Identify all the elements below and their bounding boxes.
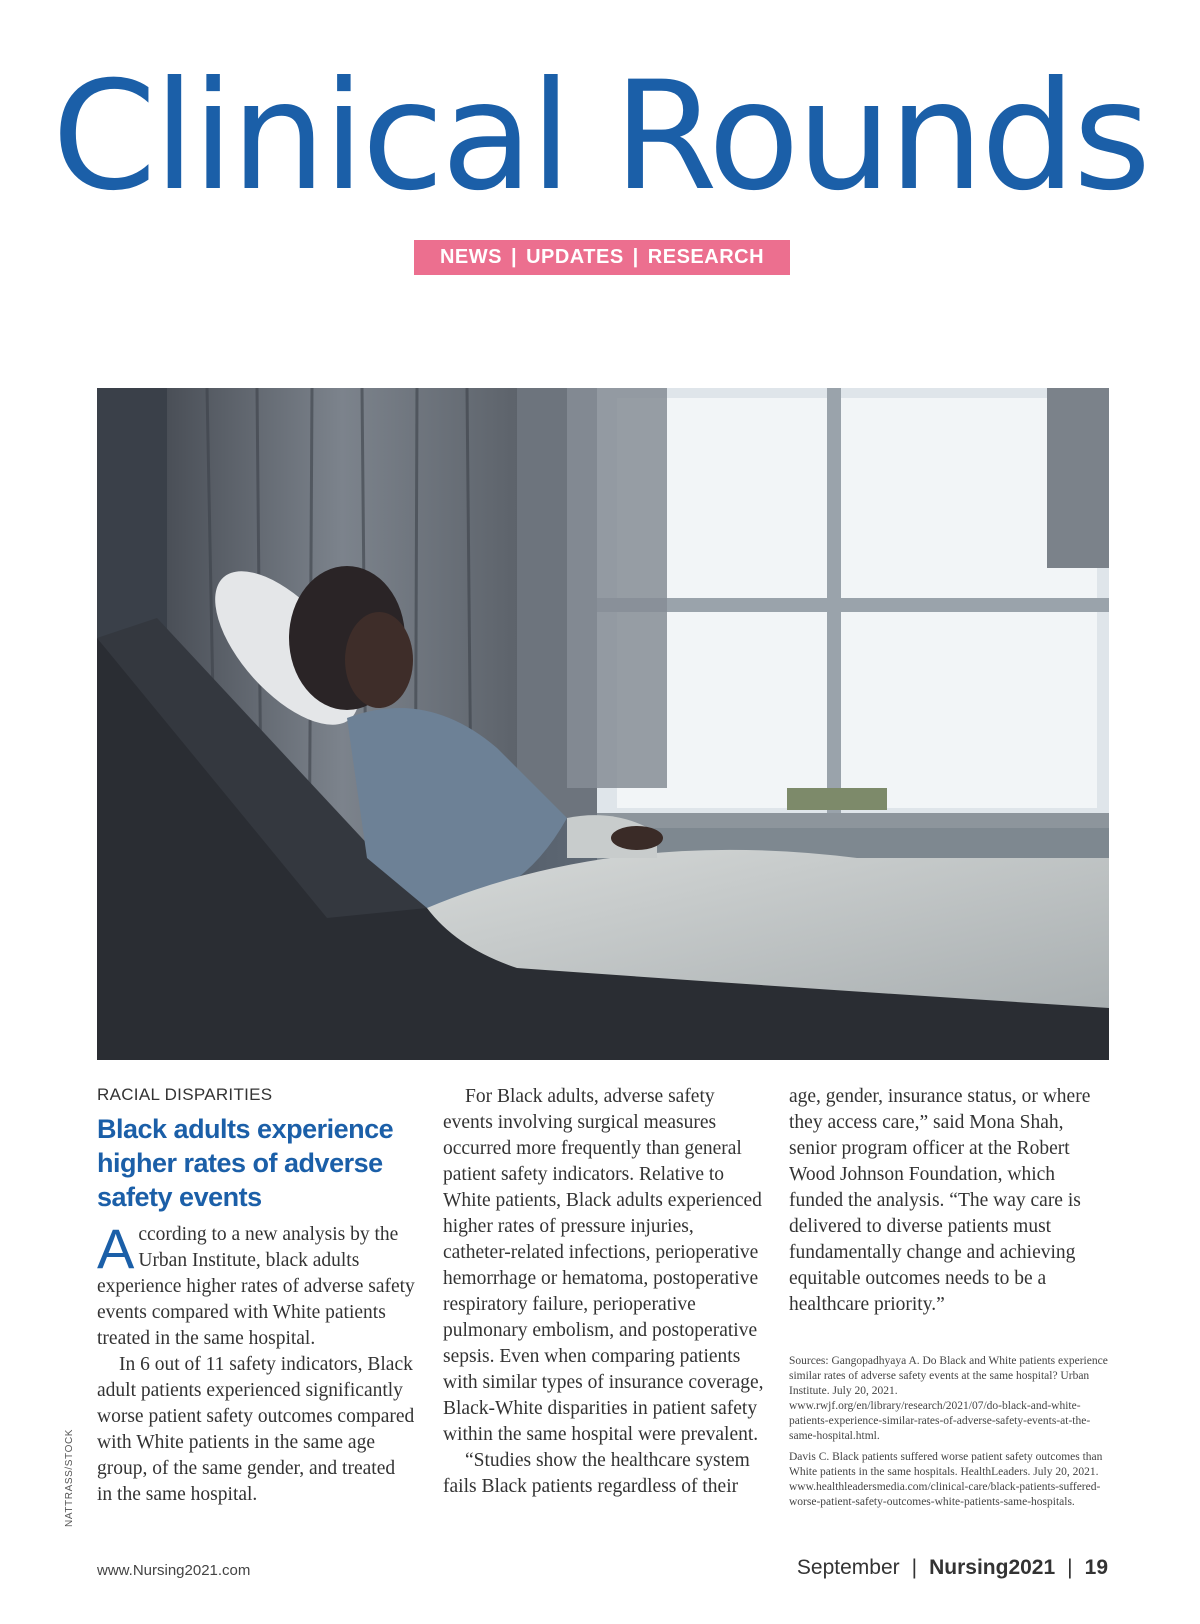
article-paragraph	[97, 1217, 415, 1352]
photo-credit: NATTRASS/STOCK	[64, 1428, 75, 1527]
footer-folio	[797, 1556, 1108, 1580]
article-column-2	[443, 1084, 765, 1500]
article-column-3	[789, 1084, 1111, 1516]
tag-separator: |	[510, 246, 518, 268]
footer-website: www.Nursing2021.com	[97, 1562, 251, 1579]
article-paragraph: age, gender, insurance status, or where they access care,” said Mona Shah, senior program officer at the Robert Wood Johnson Foundation, which funded the analysis. “The way care is delivered to diverse patients must fundamentally change and achieving equitable outcomes needs to be a healthcare priority.”	[789, 1086, 1091, 1315]
footer-separator: |	[1067, 1556, 1073, 1579]
tag-separator: |	[632, 246, 639, 268]
paragraph-text: ccording to a new analysis by the Urban Institute, black adults experience higher rates of adverse safety events compared with White patients treated in the same hospital.	[97, 1224, 415, 1349]
drop-cap: A	[97, 1217, 135, 1280]
section-tag-bar	[414, 240, 790, 275]
sources-block	[789, 1354, 1111, 1510]
article-paragraph: For Black adults, adverse safety events involving surgical measures occurred more frequently than general patient safety indicators. Relative to White patients, Black adults experienced higher rates of pressure injuries, catheter-related infections, perioperative hemorrhage or hematoma, postoperative respiratory failure, perioperative pulmonary embolism, and postoperative sepsis. Even when comparing patients with similar types of insurance coverage, Black-White disparities in patient safety within the same hospital were prevalent.	[443, 1086, 764, 1445]
article-kicker: RACIAL DISPARITIES	[97, 1085, 273, 1104]
article-paragraph: “Studies show the healthcare system fails Black patients regardless of their	[443, 1450, 750, 1497]
masthead-title: Clinical Rounds	[51, 50, 1149, 224]
article-column-1	[97, 1084, 415, 1508]
page-number: 19	[1084, 1556, 1108, 1579]
footer-magazine: Nursing2021	[929, 1556, 1056, 1579]
hospital-patient-photo	[97, 388, 1109, 1060]
article-headline: Black adults experience higher rates of adverse safety events	[97, 1114, 394, 1212]
tag-news: NEWS	[439, 246, 502, 268]
article-paragraph: In 6 out of 11 safety indicators, Black adult patients experienced significantly worse patient safety outcomes compared with White patients in the same age group, of the same gender, and treated in the same hospital.	[97, 1354, 415, 1505]
tag-updates: UPDATES	[526, 246, 624, 268]
tag-research: RESEARCH	[647, 246, 765, 268]
source-citation: Sources: Gangopadhyaya A. Do Black and White patients experience similar rates of adverse safety events at the same hospital? Urban Institute. July 20, 2021. www.rwjf.org/en/library/research/2021/07/do-black-and-white-patients-experience-similar-rates-of-adverse-safety-events-at-the-same-hospital.html.	[789, 1355, 1108, 1442]
footer-month: September	[796, 1556, 900, 1579]
source-citation: Davis C. Black patients suffered worse patient safety outcomes than White patients in the same hospitals. HealthLeaders. July 20, 2021. www.healthleadersmedia.com/clinical-care/black-patients-suffered-worse-patient-safety-outcomes-white-patients-same-hospitals.	[789, 1451, 1103, 1508]
footer-separator: |	[911, 1556, 918, 1579]
